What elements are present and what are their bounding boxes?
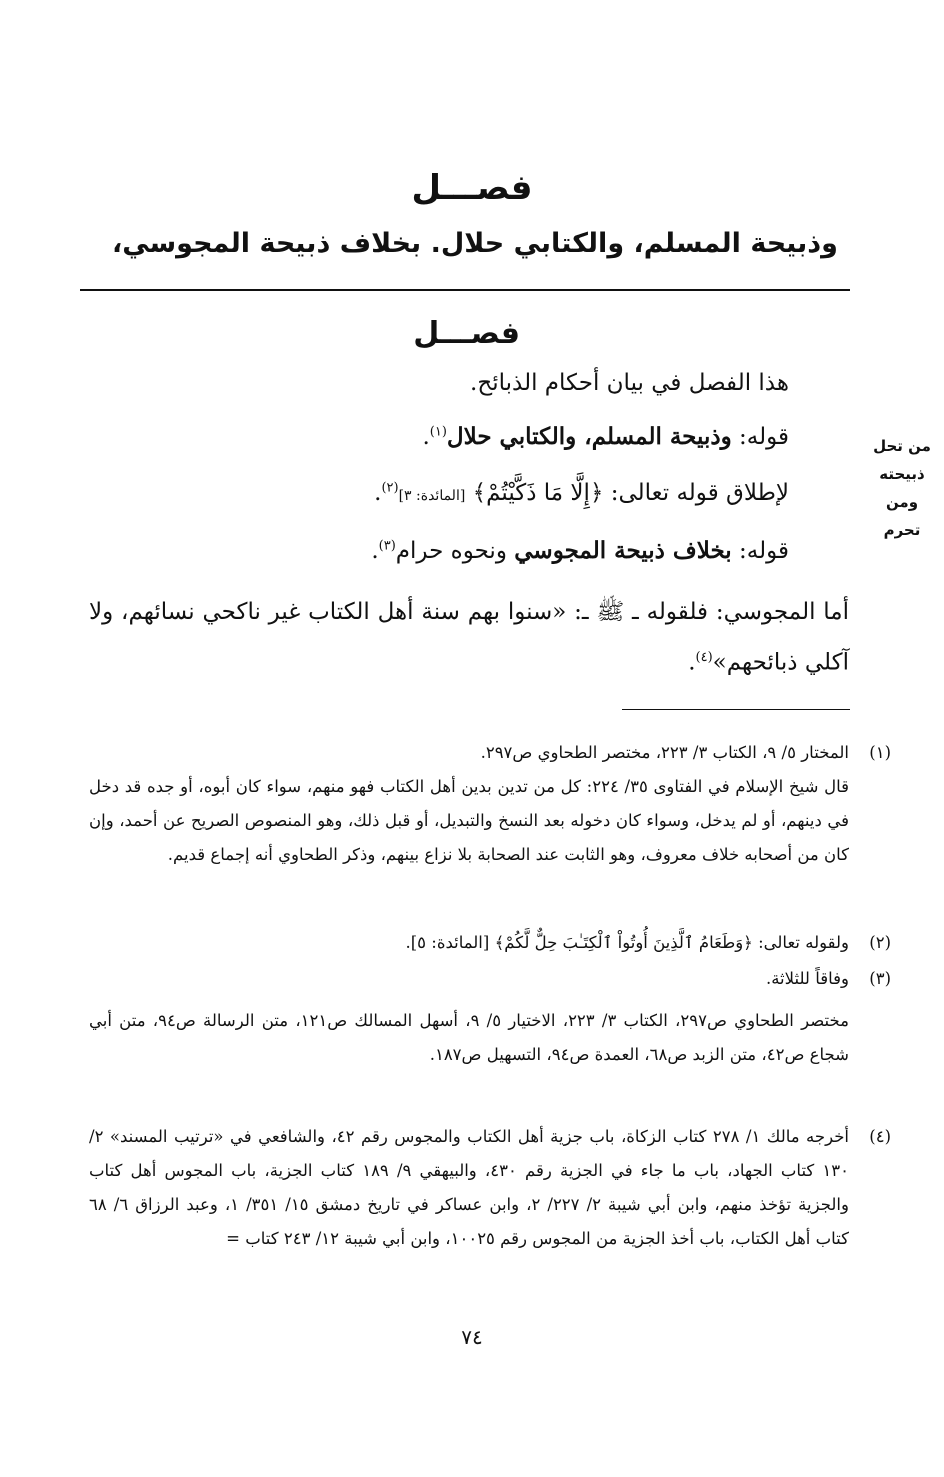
footnote-number: (٣)	[869, 969, 891, 988]
footnote-3	[89, 962, 891, 996]
footnote-number: (٢)	[869, 933, 891, 952]
footnote-text: أخرجه مالك ١/ ٢٧٨ كتاب الزكاة، باب جزية أهل الكتاب والمجوس رقم ٤٢، والشافعي في «ترتيب المسند» ٢/ ١٣٠ كتاب الجهاد، باب ما جاء في الجزية رقم ٤٣٠، والبيهقي ٩/ ١٨٩ كتاب الجزية، باب المجوس أهل كتاب والجزية تؤخذ منهم، وابن أبي شيبة ٢/ ٢٢٧/ ٢، وابن عساكر في تاريخ دمشق ١٥/ ٣٥١/ ١، وعبد الرزاق ٦/ ٦٨ كتاب أهل الكتاب، باب أخذ الجزية من المجوس رقم ١٠٠٢٥، وابن أبي شيبة ١٢/ ٢٤٣ كتاب =	[89, 1127, 850, 1248]
hadith-suffix: .	[688, 649, 696, 676]
margin-note-line: ومن	[885, 493, 919, 511]
verse-text: لإطلاق قوله تعالى: ﴿إِلَّا مَا ذَكَّيْتُمْ﴾	[472, 480, 789, 506]
footnote-continuation: قال شيخ الإسلام في الفتاوى ٣٥/ ٢٢٤: كل من تدين بدين أهل الكتاب فهو منهم، سواء كان أبوه، أو جده قد دخل في دينهم، أو لم يدخل، وسواء كان دخوله بعد النسخ والتبديل، أو قبل ذلك، وهو المنصوص الصريح عن أحمد، وإن كان من أصحابه خلاف معروف، وهو الثابت عند الصحابة بلا نزاع بينهم، وذكر الطحاوي أنه إجماع قديم.	[89, 777, 849, 864]
verse-citation: [المائدة: ٣]	[398, 488, 466, 504]
footnote-number: (٤)	[869, 1127, 891, 1146]
margin-note	[866, 432, 938, 544]
quote-line-2	[371, 537, 789, 564]
footnote-ref-1: (١)	[429, 424, 447, 440]
margin-note-line: من تحل	[873, 437, 931, 455]
margin-note-line: تحرم	[883, 521, 921, 539]
footnote-ref-3: (٣)	[378, 538, 396, 554]
footnote-2	[89, 926, 891, 960]
page-heading: فصـــل	[411, 168, 533, 208]
footnote-text: ولقوله تعالى: ﴿وَطَعَامُ ٱلَّذِينَ أُوتُواْ ٱلْكِتَـٰبَ حِلٌّ لَّكُمْ﴾ [المائدة: ٥].	[405, 933, 849, 952]
quote2-prefix: قوله:	[731, 538, 789, 564]
quote2-rest: ونحوه حرام	[395, 538, 515, 564]
quote-line-1	[422, 423, 789, 450]
quote2-suffix: .	[371, 538, 379, 564]
footnote-1	[89, 736, 891, 872]
section-title: فصـــل	[413, 316, 520, 351]
verse-suffix: .	[374, 480, 382, 506]
margin-note-line: ذبيحته	[879, 465, 925, 483]
matn-text: وذبيحة المسلم، والكتابي حلال. بخلاف ذبيحة المجوسي،	[112, 228, 838, 259]
hadith-paragraph	[89, 590, 849, 686]
intro-line: هذا الفصل في بيان أحكام الذبائح.	[470, 370, 789, 396]
footnote-number: (١)	[869, 743, 891, 762]
quote-suffix: .	[422, 424, 430, 450]
footnote-ref-4: (٤)	[695, 650, 713, 665]
heading-divider	[80, 289, 850, 291]
quote-prefix: قوله:	[731, 424, 789, 450]
footnote-text: المختار ٥/ ٩، الكتاب ٣/ ٢٢٣، مختصر الطحاوي ص٢٩٧.	[480, 743, 849, 762]
footnote-continuation: مختصر الطحاوي ص٢٩٧، الكتاب ٣/ ٢٢٣، الاختيار ٥/ ٩، أسهل المسالك ص١٢١، متن الرسالة ص٩٤، متن أبي شجاع ص٤٢، متن الزبد ص٦٨، العمدة ص٩٤، التسهيل ص١٨٧.	[89, 1011, 849, 1064]
verse-line	[374, 480, 789, 506]
footnote-4	[89, 1120, 891, 1256]
page-number: ٧٤	[461, 1325, 483, 1349]
hadith-text: أما المجوسي: فلقوله ـ ﷺ ـ: «سنوا بهم سنة أهل الكتاب غير ناكحي نسائهم، ولا آكلي ذبائحهم»	[89, 599, 849, 676]
footnote-ref-2: (٢)	[381, 480, 399, 496]
footnote-divider	[622, 709, 850, 710]
footnote-3-continuation	[89, 1004, 849, 1072]
quote2-bold: بخلاف ذبيحة المجوسي	[514, 537, 732, 564]
quote-bold: وذبيحة المسلم، والكتابي حلال	[446, 423, 732, 450]
footnote-text: وفاقاً للثلاثة.	[765, 969, 849, 988]
